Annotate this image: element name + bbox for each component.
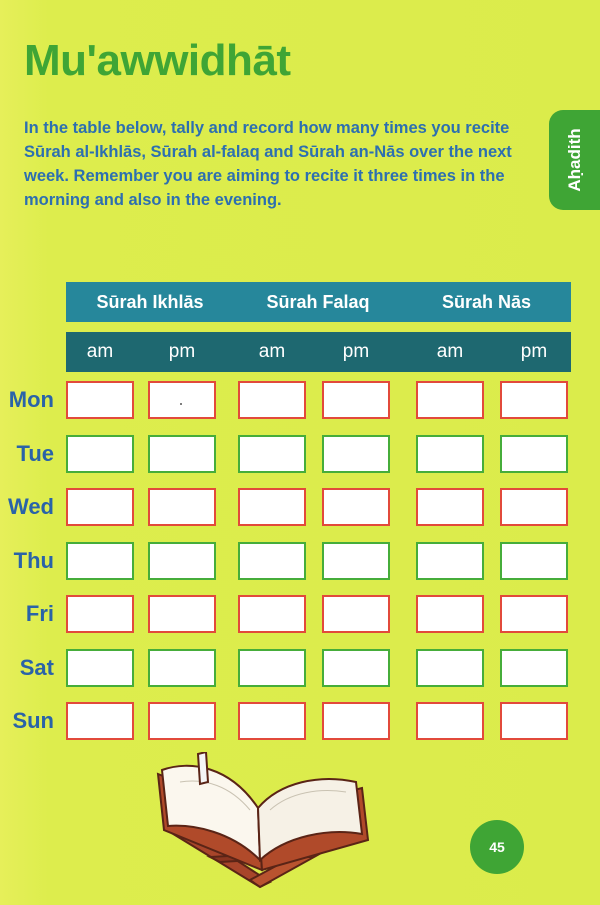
day-label: Sun	[12, 708, 54, 733]
tally-box[interactable]	[148, 649, 216, 687]
pencil-dot	[180, 403, 182, 405]
tally-box[interactable]	[66, 381, 134, 419]
tally-box[interactable]	[66, 542, 134, 580]
tally-box[interactable]	[500, 649, 568, 687]
day-label: Fri	[25, 601, 54, 626]
tally-box[interactable]	[416, 649, 484, 687]
tally-box[interactable]	[500, 488, 568, 526]
tally-box[interactable]	[148, 542, 216, 580]
tally-box[interactable]	[148, 702, 216, 740]
subheader-pm: pm	[520, 341, 548, 362]
day-label: Sat	[19, 655, 54, 680]
surah-header-nas: Sūrah Nās	[441, 292, 532, 312]
tally-box[interactable]	[66, 649, 134, 687]
tally-box[interactable]	[322, 381, 390, 419]
tally-box[interactable]	[66, 595, 134, 633]
day-label: Tue	[16, 441, 54, 466]
tally-box[interactable]	[66, 488, 134, 526]
tally-box[interactable]	[148, 595, 216, 633]
side-tab-label: Aḥadith	[564, 128, 584, 192]
tally-box[interactable]	[148, 381, 216, 419]
tally-box[interactable]	[500, 702, 568, 740]
tally-box[interactable]	[322, 488, 390, 526]
tally-box[interactable]	[238, 488, 306, 526]
side-tab	[549, 110, 600, 210]
tally-box[interactable]	[238, 702, 306, 740]
subheader-am: am	[86, 341, 114, 362]
tally-box[interactable]	[416, 381, 484, 419]
tally-box[interactable]	[500, 595, 568, 633]
tally-box[interactable]	[322, 435, 390, 473]
surah-header-row	[66, 282, 571, 322]
tally-box[interactable]	[238, 542, 306, 580]
tally-box[interactable]	[500, 381, 568, 419]
tally-box[interactable]	[238, 649, 306, 687]
intro-text: In the table below, tally and record how many times you recite Sūrah al-Ikhlās, Sūrah al-falaq and Sūrah an-Nās over the next week. Remember you are aiming to recite it three times in the morning and also in the evening.	[24, 119, 512, 209]
tally-box[interactable]	[416, 542, 484, 580]
tally-box[interactable]	[148, 435, 216, 473]
tally-box[interactable]	[322, 702, 390, 740]
tally-box[interactable]	[416, 702, 484, 740]
day-label: Thu	[13, 548, 54, 573]
surah-header-ikhlas: Sūrah Ikhlās	[96, 292, 204, 312]
tally-box[interactable]	[322, 649, 390, 687]
tally-box[interactable]	[416, 488, 484, 526]
subheader-pm: pm	[342, 341, 370, 362]
tally-box[interactable]	[500, 435, 568, 473]
tally-box[interactable]	[66, 435, 134, 473]
subheader-am: am	[258, 341, 286, 362]
tally-box[interactable]	[322, 542, 390, 580]
page-title: Mu'awwidhāt	[24, 36, 291, 85]
tally-box[interactable]	[322, 595, 390, 633]
am-pm-header-row	[66, 332, 571, 372]
tally-box[interactable]	[238, 595, 306, 633]
open-book-icon	[150, 752, 375, 892]
tally-box[interactable]	[66, 702, 134, 740]
tally-box[interactable]	[500, 542, 568, 580]
tally-box[interactable]	[148, 488, 216, 526]
surah-header-falaq: Sūrah Falaq	[266, 292, 370, 312]
tally-box[interactable]	[238, 381, 306, 419]
subheader-am: am	[436, 341, 464, 362]
day-label: Mon	[8, 387, 54, 412]
page-number-badge: 45	[470, 820, 524, 874]
day-label: Wed	[7, 494, 54, 519]
subheader-pm: pm	[168, 341, 196, 362]
tally-box[interactable]	[238, 435, 306, 473]
tally-box[interactable]	[416, 435, 484, 473]
tally-box[interactable]	[416, 595, 484, 633]
